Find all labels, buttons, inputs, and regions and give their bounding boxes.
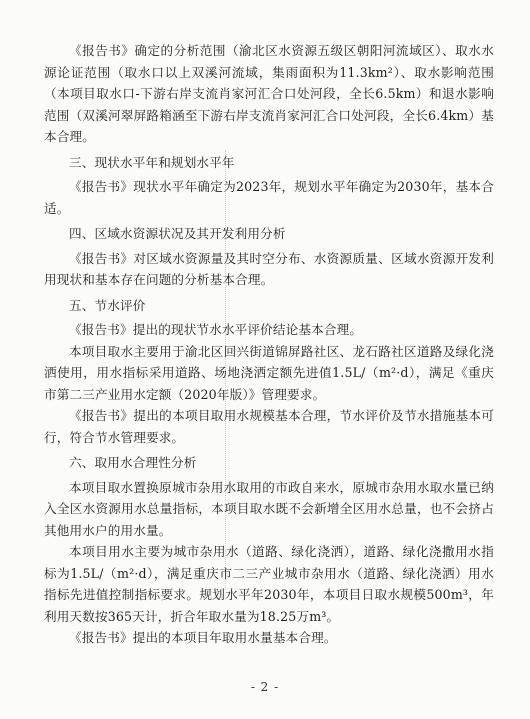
section-heading-6: 六、取用水合理性分析 [69, 455, 197, 470]
paragraph-replacement: 本项目取水置换原城市杂用水取用的市政自来水，原城市杂用水取水量已纳入全区水资源用水总量指标，本项目取水既不会新增全区用水总量，也不会挤占其他用水户的用水量。 [44, 479, 494, 538]
section-heading-5: 五、节水评价 [69, 297, 146, 313]
paragraph-saving-usage: 本项目取水主要用于渝北区回兴街道锦屏路社区、龙石路社区道路及绿化浇洒使用，用水指标采用道路、场地浇洒定额先进值1.5L/（m²·d），满足《重庆市第二三产业用水定额（2020年版）》管理要求。 [44, 343, 494, 402]
section-heading-3: 三、现状水平年和规划水平年 [69, 154, 235, 170]
paragraph-saving-conclusion: 《报告书》提出的现状节水水平评价结论基本合理。 [69, 322, 363, 337]
page-number: - 2 - [250, 680, 280, 694]
paragraph-usage-indicator: 本项目用水主要为城市杂用水（道路、绿化浇洒），道路、绿化浇撒用水指标为1.5L/（m²·d），满足重庆市二三产业城市杂用水（道路、绿化浇洒）用水指标先进值控制指标要求。规划水平年2030年，本项目日取水规模500m³，年利用天数按365天计，折合年取水量为18.25万m³。 [44, 544, 494, 624]
paragraph-level-year: 《报告书》现状水平年确定为2023年，规划水平年确定为2030年，基本合适。 [44, 179, 494, 216]
paragraph-annual-conclusion: 《报告书》提出的本项目年取用水量基本合理。 [69, 630, 337, 645]
section-heading-4: 四、区域水资源状况及其开发利用分析 [69, 226, 286, 241]
paragraph-scope: 《报告书》确定的分析范围（渝北区水资源五级区朝阳河流域区）、取水水源论证范围（取水口以上双溪河流域，集雨面积为11.3km²）、取水影响范围（本项目取水口-下游右岸支流肖家河汇合口处河段，全长6.5km）和退水影响范围（双溪河翠屏路箱涵至下游右岸支流肖家河汇合口处河段，全长6.4km）基本合理。 [44, 43, 494, 144]
paragraph-regional-water: 《报告书》对区域水资源量及其时空分布、水资源质量、区域水资源开发利用现状和基本存在问题的分析基本合理。 [44, 250, 494, 287]
document-body [44, 40, 494, 649]
paragraph-saving-scale: 《报告书》提出的本项目取用水规模基本合理，节水评价及节水措施基本可行，符合节水管理要求。 [44, 408, 494, 445]
